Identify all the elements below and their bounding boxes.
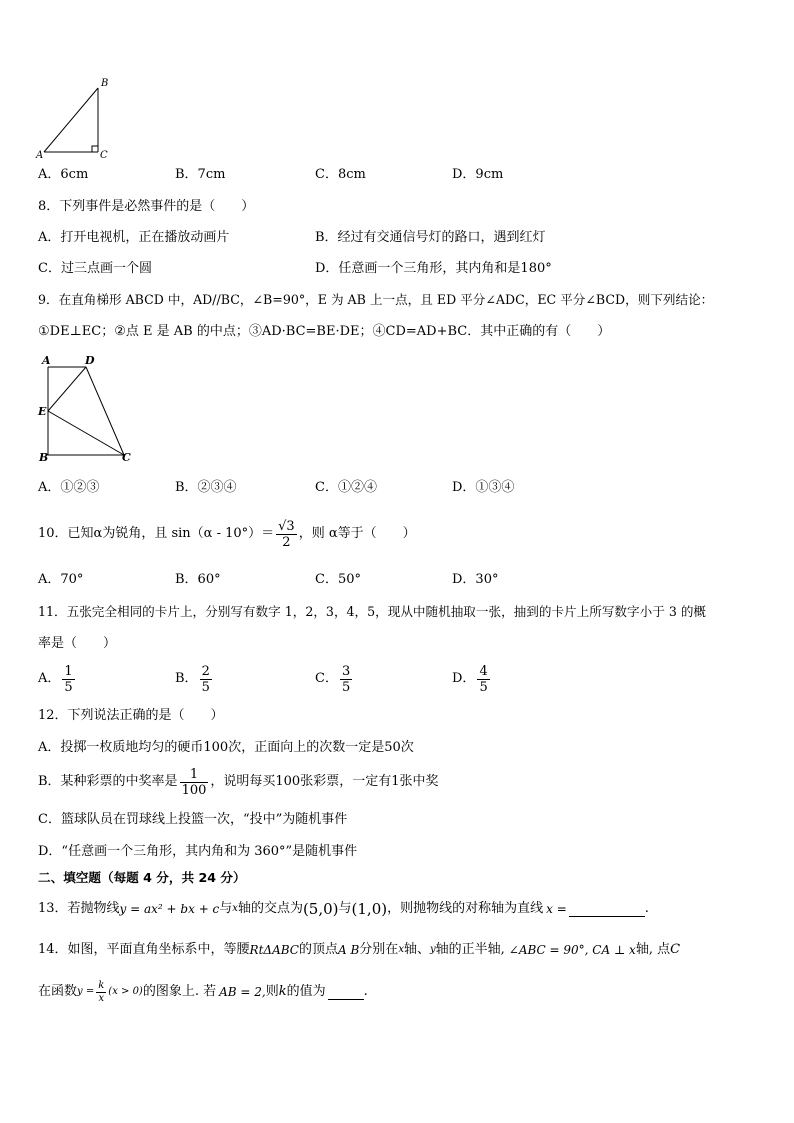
q8-option-d: D．任意画一个三角形，其内角和是180° [315,261,552,276]
q12-option-b-post: ，说明每买100张彩票，一定有1张中奖 [210,774,439,789]
numerator: k [98,979,105,991]
option-letter: D． [452,671,476,686]
q14-l2-end: . [363,984,368,999]
label-b: B [39,451,49,464]
q11-stem-line1: 11．五张完全相同的卡片上，分别写有数字 1，2，3，4，5，现从中随机抽取一张，抽到的卡片上所写数字小于 3 的概 [38,604,707,619]
q8-stem: 8．下列事件是必然事件的是（ ） [38,199,255,214]
numerator: 4 [479,663,488,679]
q11-stem-line2: 率是（ ） [38,636,117,651]
q8-option-c: C．过三点画一个圆 [38,261,152,276]
q13-pre: 13．若抛物线 [38,901,120,916]
q14-l2-mid2: 则 [265,984,279,999]
denominator: x [98,992,105,1004]
q8-option-a: A．打开电视机，正在播放动画片 [38,230,230,245]
q10-option-d: D．30° [452,572,499,587]
q11-option-b [175,660,214,698]
label-c: C [100,150,108,160]
denominator: 100 [181,782,207,798]
q14-l2-mid: 的图象上. 若 [142,984,217,999]
q9-option-b: B．②③④ [175,480,237,495]
q10-option-b: B．60° [175,572,221,587]
denominator: 5 [201,679,210,695]
section-title: 二、填空题（每题 4 分，共 24 分） [38,870,246,885]
numerator: 3 [341,663,351,679]
fraction [340,664,352,695]
q13-stem [38,898,649,920]
q7-option-b: B．7cm [175,167,226,182]
label-a: A [42,354,51,367]
q11-option-d [452,660,492,698]
denominator: 5 [64,679,73,695]
q14-l1-mid3: 轴、 [403,942,430,957]
q12-stem: 12．下列说法正确的是（ ） [38,708,224,723]
q12-option-d: D．“任意画一个三角形，其内角和为 360°”是随机事件 [38,844,358,859]
q10-option-c: C．50° [315,572,361,587]
fraction [477,664,489,695]
q14-x-var: x [398,944,404,955]
q14-func-cond: (x > 0) [108,986,143,997]
q9-option-a: A．①②③ [38,480,100,495]
q12-fraction [180,767,209,798]
q11-option-a [38,660,77,698]
label-e: E [38,405,47,418]
q14-c-var: C [670,942,681,957]
q14-ab-eq: AB = 2, [219,985,266,999]
q9-stem-line2: ①DE⊥EC；②点 E 是 AB 的中点；③AD·BC=BE·DE；④CD=AD+BC．其中正确的有（ ） [38,324,611,339]
q9-option-d: D．①③④ [452,480,515,495]
label-c: C [122,451,131,464]
label-d: D [85,354,95,367]
q14-k-var: k [278,984,287,999]
q10-frac-num: √3 [278,518,295,534]
q12-option-a: A．投掷一枚质地均匀的硬币100次，正面向上的次数一定是50次 [38,740,414,755]
q11-option-c [315,660,354,698]
option-letter: C． [315,671,338,686]
q7-option-a: A．6cm [38,167,89,182]
q14-y-var: y [429,944,436,955]
q14-l1-mid2: 分别在 [359,942,399,957]
q14-rt-triangle: RtΔABC [249,943,299,957]
q9-option-c: C．①②④ [315,480,377,495]
label-a: A [36,150,44,160]
triangle-figure-q7 [34,76,114,160]
q13-formula: y = ax² + bx + c [119,902,220,916]
numerator: 1 [180,767,209,783]
q13-eq: x = [546,902,567,916]
q10-stem [38,514,416,554]
q14-angle: ∠ABC = 90°, CA ⊥ x [508,943,636,957]
q14-ab: A B [337,943,360,957]
numerator: 2 [201,663,210,679]
q8-option-b: B．经过有交通信号灯的路口，遇到红灯 [315,230,546,245]
q14-l1-mid5: 轴, 点 [635,942,671,957]
answer-blank[interactable] [328,985,364,1000]
q13-mid1: 与 [219,901,233,916]
option-letter: B． [175,671,198,686]
q13-x-var: x [232,903,238,914]
q7-option-c: C．8cm [315,167,366,182]
q10-fraction [276,519,297,550]
q10-option-a: A．70° [38,572,84,587]
q14-line2 [38,974,368,1010]
q13-point2: (1,0) [351,900,388,918]
q12-option-b [38,763,438,801]
label-b: B [101,78,109,89]
q14-l2-pre: 在函数 [38,984,78,999]
numerator: 1 [64,663,73,679]
q9-stem-line1: 9．在直角梯形 ABCD 中，AD//BC，∠B=90°，E 为 AB 上一点，且 ED 平分∠ADC，EC 平分∠BCD，则下列结论： [38,292,714,307]
q10-stem-post: ，则 α等于（ ） [298,526,416,541]
q14-func-y: y = [77,986,95,997]
q14-l2-post: 的值为 [286,984,326,999]
fraction [62,664,74,695]
q13-point1: (5,0) [302,900,339,918]
q10-stem-pre: 10．已知α为锐角，且 sin（α - 10°）＝ [38,526,275,541]
q12-option-c: C．篮球队员在罚球线上投篮一次，“投中”为随机事件 [38,812,348,827]
q10-frac-den: 2 [282,534,291,550]
q13-post: ，则抛物线的对称轴为直线 [387,901,544,916]
denominator: 5 [341,679,351,695]
q14-l1-pre: 14．如图，平面直角坐标系中，等腰 [38,942,250,957]
answer-blank[interactable] [569,902,645,917]
q14-line1 [38,939,680,961]
fraction [200,664,212,695]
q13-mid3: 与 [338,901,352,916]
q14-l1-mid4: 轴的正半轴, [435,942,505,957]
q14-l1-mid1: 的顶点 [298,942,338,957]
trapezoid-figure-q9 [34,350,144,468]
q7-option-d: D．9cm [452,167,504,182]
q13-mid2: 轴的交点为 [237,901,303,916]
q14-fraction [96,980,106,1005]
option-letter: A． [38,671,61,686]
denominator: 5 [479,679,488,695]
q12-option-b-pre: B．某种彩票的中奖率是 [38,774,178,789]
q13-end: . [644,901,649,916]
